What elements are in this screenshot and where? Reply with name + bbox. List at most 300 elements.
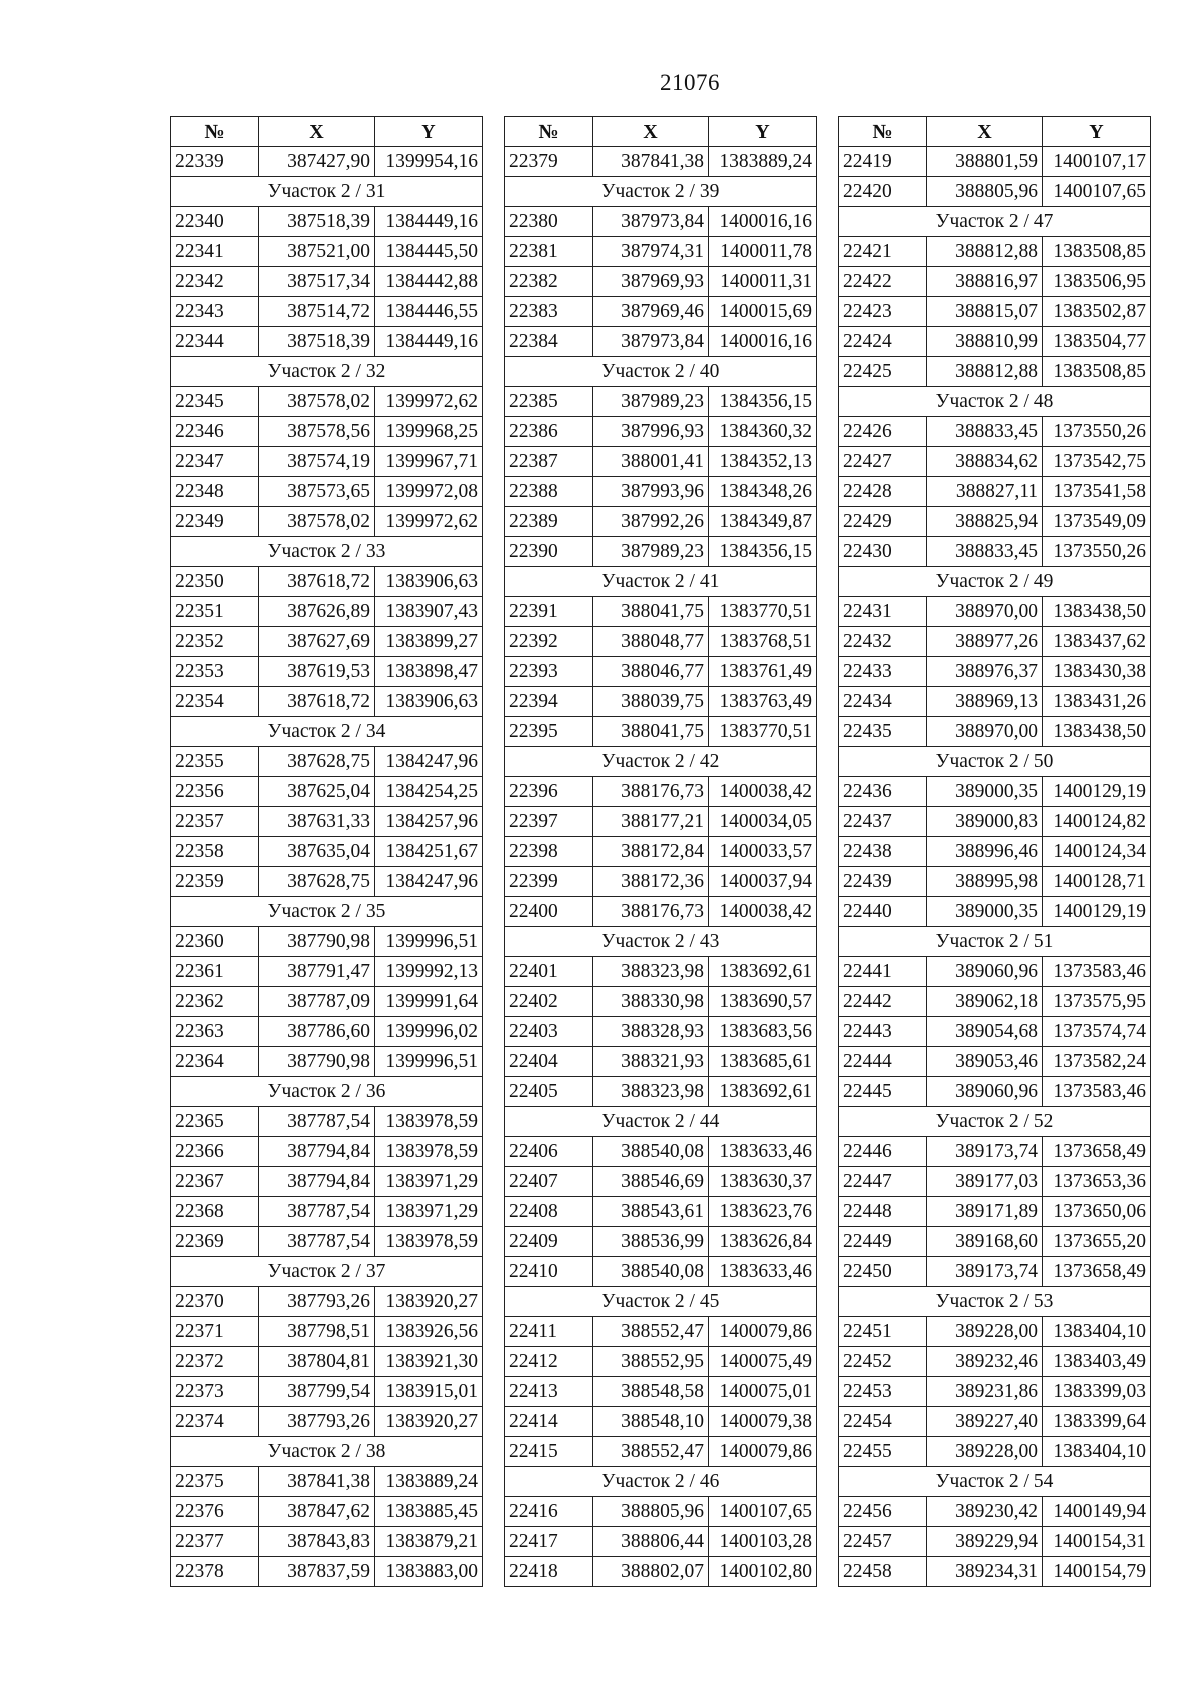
- x-coordinate: 387625,04: [259, 777, 375, 807]
- x-coordinate: 387793,26: [259, 1407, 375, 1437]
- table-row: [171, 147, 483, 177]
- point-number: 22424: [839, 327, 927, 357]
- y-coordinate: 1383883,00: [375, 1557, 483, 1587]
- section-title: Участок 2 / 42: [505, 747, 817, 777]
- y-coordinate: 1384247,96: [375, 747, 483, 777]
- coordinates-table: [838, 116, 1151, 1587]
- table-row: [505, 207, 817, 237]
- y-coordinate: 1383921,30: [375, 1347, 483, 1377]
- y-coordinate: 1383683,56: [709, 1017, 817, 1047]
- point-number: 22458: [839, 1557, 927, 1587]
- y-coordinate: 1384445,50: [375, 237, 483, 267]
- x-coordinate: 389054,68: [927, 1017, 1043, 1047]
- x-coordinate: 388176,73: [593, 777, 709, 807]
- point-number: 22371: [171, 1317, 259, 1347]
- y-header: Y: [709, 117, 817, 147]
- y-coordinate: 1383879,21: [375, 1527, 483, 1557]
- x-coordinate: 387578,02: [259, 387, 375, 417]
- point-number: 22412: [505, 1347, 593, 1377]
- table-row: [505, 1017, 817, 1047]
- table-row: [839, 1497, 1151, 1527]
- table-row: [505, 417, 817, 447]
- x-coordinate: 388540,08: [593, 1257, 709, 1287]
- y-coordinate: 1384442,88: [375, 267, 483, 297]
- y-coordinate: 1383504,77: [1043, 327, 1151, 357]
- table-row: [505, 657, 817, 687]
- table-row: [505, 1557, 817, 1587]
- table-row: [839, 1167, 1151, 1197]
- x-coordinate: 388977,26: [927, 627, 1043, 657]
- y-coordinate: 1383768,51: [709, 627, 817, 657]
- x-coordinate: 388048,77: [593, 627, 709, 657]
- x-coordinate: 388969,13: [927, 687, 1043, 717]
- y-coordinate: 1383403,49: [1043, 1347, 1151, 1377]
- y-coordinate: 1383907,43: [375, 597, 483, 627]
- table-row: [171, 387, 483, 417]
- table-row: [839, 507, 1151, 537]
- table-row: [171, 597, 483, 627]
- point-number: 22399: [505, 867, 593, 897]
- point-number: 22365: [171, 1107, 259, 1137]
- x-coordinate: 388041,75: [593, 597, 709, 627]
- table-row: [171, 1197, 483, 1227]
- point-number: 22341: [171, 237, 259, 267]
- table-row: [505, 1527, 817, 1557]
- table-row: [839, 627, 1151, 657]
- x-coordinate: 387628,75: [259, 867, 375, 897]
- x-coordinate: 389229,94: [927, 1527, 1043, 1557]
- x-coordinate: 387578,02: [259, 507, 375, 537]
- y-coordinate: 1373582,24: [1043, 1047, 1151, 1077]
- x-coordinate: 388805,96: [927, 177, 1043, 207]
- point-number: 22407: [505, 1167, 593, 1197]
- table-row: [839, 1407, 1151, 1437]
- y-coordinate: 1399972,62: [375, 507, 483, 537]
- point-number: 22402: [505, 987, 593, 1017]
- section-row: [505, 1287, 817, 1317]
- y-coordinate: 1373583,46: [1043, 957, 1151, 987]
- x-coordinate: 389168,60: [927, 1227, 1043, 1257]
- table-row: [171, 1467, 483, 1497]
- x-coordinate: 387619,53: [259, 657, 375, 687]
- x-coordinate: 388801,59: [927, 147, 1043, 177]
- point-number: 22425: [839, 357, 927, 387]
- table-row: [505, 297, 817, 327]
- table-row: [505, 147, 817, 177]
- y-coordinate: 1383926,56: [375, 1317, 483, 1347]
- x-coordinate: 387618,72: [259, 567, 375, 597]
- section-row: [505, 567, 817, 597]
- y-coordinate: 1373574,74: [1043, 1017, 1151, 1047]
- point-number: 22346: [171, 417, 259, 447]
- point-number: 22419: [839, 147, 927, 177]
- y-coordinate: 1373575,95: [1043, 987, 1151, 1017]
- point-number: 22394: [505, 687, 593, 717]
- x-coordinate: 388996,46: [927, 837, 1043, 867]
- point-number: 22357: [171, 807, 259, 837]
- page-number: 21076: [660, 70, 720, 95]
- point-number: 22384: [505, 327, 593, 357]
- y-coordinate: 1384254,25: [375, 777, 483, 807]
- section-row: [171, 537, 483, 567]
- x-coordinate: 388802,07: [593, 1557, 709, 1587]
- point-number: 22443: [839, 1017, 927, 1047]
- y-coordinate: 1400011,31: [709, 267, 817, 297]
- point-number: 22340: [171, 207, 259, 237]
- table-row: [839, 1377, 1151, 1407]
- table-row: [505, 327, 817, 357]
- number-header: №: [171, 117, 259, 147]
- table-row: [505, 987, 817, 1017]
- y-coordinate: 1383623,76: [709, 1197, 817, 1227]
- table-row: [505, 777, 817, 807]
- y-coordinate: 1383889,24: [709, 147, 817, 177]
- table-row: [505, 1257, 817, 1287]
- x-header: X: [593, 117, 709, 147]
- table-row: [505, 1047, 817, 1077]
- table-row: [171, 1377, 483, 1407]
- y-coordinate: 1400102,80: [709, 1557, 817, 1587]
- table-row: [839, 597, 1151, 627]
- y-coordinate: 1383690,57: [709, 987, 817, 1017]
- point-number: 22343: [171, 297, 259, 327]
- section-title: Участок 2 / 48: [839, 387, 1151, 417]
- x-coordinate: 388805,96: [593, 1497, 709, 1527]
- x-coordinate: 387521,00: [259, 237, 375, 267]
- x-coordinate: 389000,35: [927, 777, 1043, 807]
- table-row: [171, 1227, 483, 1257]
- section-title: Участок 2 / 41: [505, 567, 817, 597]
- point-number: 22438: [839, 837, 927, 867]
- table-row: [171, 447, 483, 477]
- point-number: 22423: [839, 297, 927, 327]
- table-row: [505, 477, 817, 507]
- point-number: 22442: [839, 987, 927, 1017]
- x-coordinate: 388540,08: [593, 1137, 709, 1167]
- y-coordinate: 1399992,13: [375, 957, 483, 987]
- number-header: №: [505, 117, 593, 147]
- x-coordinate: 387631,33: [259, 807, 375, 837]
- table-row: [171, 417, 483, 447]
- x-coordinate: 388177,21: [593, 807, 709, 837]
- table-row: [171, 927, 483, 957]
- x-coordinate: 388815,07: [927, 297, 1043, 327]
- y-coordinate: 1400037,94: [709, 867, 817, 897]
- table-row: [171, 507, 483, 537]
- point-number: 22453: [839, 1377, 927, 1407]
- x-coordinate: 388970,00: [927, 597, 1043, 627]
- section-title: Участок 2 / 35: [171, 897, 483, 927]
- y-coordinate: 1373549,09: [1043, 507, 1151, 537]
- x-coordinate: 388001,41: [593, 447, 709, 477]
- y-coordinate: 1383761,49: [709, 657, 817, 687]
- section-title: Участок 2 / 54: [839, 1467, 1151, 1497]
- table-row: [171, 327, 483, 357]
- point-number: 22441: [839, 957, 927, 987]
- y-coordinate: 1400079,38: [709, 1407, 817, 1437]
- point-number: 22367: [171, 1167, 259, 1197]
- y-coordinate: 1399972,08: [375, 477, 483, 507]
- x-coordinate: 387798,51: [259, 1317, 375, 1347]
- table-row: [171, 657, 483, 687]
- coordinates-table-column-3: [838, 116, 1151, 1587]
- table-row: [839, 357, 1151, 387]
- x-coordinate: 389053,46: [927, 1047, 1043, 1077]
- x-coordinate: 388970,00: [927, 717, 1043, 747]
- x-coordinate: 387787,54: [259, 1227, 375, 1257]
- table-row: [505, 1377, 817, 1407]
- point-number: 22347: [171, 447, 259, 477]
- point-number: 22348: [171, 477, 259, 507]
- table-row: [839, 897, 1151, 927]
- x-coordinate: 387841,38: [593, 147, 709, 177]
- y-coordinate: 1400107,65: [709, 1497, 817, 1527]
- coordinates-table: [170, 116, 483, 1587]
- y-coordinate: 1383770,51: [709, 597, 817, 627]
- table-row: [839, 1437, 1151, 1467]
- point-number: 22373: [171, 1377, 259, 1407]
- section-row: [839, 927, 1151, 957]
- point-number: 22351: [171, 597, 259, 627]
- y-coordinate: 1383685,61: [709, 1047, 817, 1077]
- point-number: 22432: [839, 627, 927, 657]
- section-row: [839, 1467, 1151, 1497]
- point-number: 22354: [171, 687, 259, 717]
- x-coordinate: 388806,44: [593, 1527, 709, 1557]
- y-coordinate: 1383906,63: [375, 687, 483, 717]
- table-row: [171, 1527, 483, 1557]
- y-coordinate: 1383978,59: [375, 1137, 483, 1167]
- point-number: 22408: [505, 1197, 593, 1227]
- x-coordinate: 387787,54: [259, 1197, 375, 1227]
- section-row: [171, 1437, 483, 1467]
- table-row: [505, 1497, 817, 1527]
- table-row: [171, 1347, 483, 1377]
- x-coordinate: 389060,96: [927, 957, 1043, 987]
- x-coordinate: 388976,37: [927, 657, 1043, 687]
- point-number: 22383: [505, 297, 593, 327]
- section-title: Участок 2 / 51: [839, 927, 1151, 957]
- point-number: 22417: [505, 1527, 593, 1557]
- x-coordinate: 388323,98: [593, 1077, 709, 1107]
- x-coordinate: 387974,31: [593, 237, 709, 267]
- point-number: 22427: [839, 447, 927, 477]
- x-coordinate: 389232,46: [927, 1347, 1043, 1377]
- table-row: [839, 417, 1151, 447]
- table-row: [839, 147, 1151, 177]
- point-number: 22352: [171, 627, 259, 657]
- table-row: [171, 1017, 483, 1047]
- table-row: [171, 1407, 483, 1437]
- point-number: 22406: [505, 1137, 593, 1167]
- y-coordinate: 1400107,17: [1043, 147, 1151, 177]
- x-coordinate: 387618,72: [259, 687, 375, 717]
- table-row: [839, 1197, 1151, 1227]
- table-row: [171, 1137, 483, 1167]
- section-title: Участок 2 / 32: [171, 357, 483, 387]
- point-number: 22366: [171, 1137, 259, 1167]
- point-number: 22380: [505, 207, 593, 237]
- y-coordinate: 1400033,57: [709, 837, 817, 867]
- x-coordinate: 389173,74: [927, 1137, 1043, 1167]
- table-row: [171, 957, 483, 987]
- point-number: 22370: [171, 1287, 259, 1317]
- section-row: [839, 1107, 1151, 1137]
- y-coordinate: 1383906,63: [375, 567, 483, 597]
- point-number: 22454: [839, 1407, 927, 1437]
- table-row: [505, 1407, 817, 1437]
- y-coordinate: 1383508,85: [1043, 357, 1151, 387]
- table-row: [839, 297, 1151, 327]
- point-number: 22393: [505, 657, 593, 687]
- point-number: 22422: [839, 267, 927, 297]
- y-coordinate: 1399954,16: [375, 147, 483, 177]
- table-row: [839, 987, 1151, 1017]
- y-coordinate: 1383889,24: [375, 1467, 483, 1497]
- table-row: [171, 627, 483, 657]
- y-coordinate: 1373583,46: [1043, 1077, 1151, 1107]
- point-number: 22431: [839, 597, 927, 627]
- table-row: [505, 387, 817, 417]
- point-number: 22391: [505, 597, 593, 627]
- table-row: [505, 1437, 817, 1467]
- y-coordinate: 1384449,16: [375, 207, 483, 237]
- point-number: 22400: [505, 897, 593, 927]
- y-coordinate: 1383437,62: [1043, 627, 1151, 657]
- y-coordinate: 1400015,69: [709, 297, 817, 327]
- section-title: Участок 2 / 50: [839, 747, 1151, 777]
- point-number: 22395: [505, 717, 593, 747]
- x-coordinate: 387786,60: [259, 1017, 375, 1047]
- point-number: 22420: [839, 177, 927, 207]
- point-number: 22426: [839, 417, 927, 447]
- x-coordinate: 389228,00: [927, 1317, 1043, 1347]
- table-row: [839, 1047, 1151, 1077]
- x-coordinate: 387427,90: [259, 147, 375, 177]
- point-number: 22377: [171, 1527, 259, 1557]
- table-row: [171, 567, 483, 597]
- section-row: [839, 207, 1151, 237]
- x-coordinate: 389171,89: [927, 1197, 1043, 1227]
- y-coordinate: 1400129,19: [1043, 777, 1151, 807]
- x-coordinate: 387989,23: [593, 387, 709, 417]
- point-number: 22345: [171, 387, 259, 417]
- section-row: [171, 897, 483, 927]
- x-coordinate: 387635,04: [259, 837, 375, 867]
- point-number: 22430: [839, 537, 927, 567]
- coordinates-table-column-1: [170, 116, 483, 1587]
- y-coordinate: 1383915,01: [375, 1377, 483, 1407]
- table-row: [839, 1527, 1151, 1557]
- section-title: Участок 2 / 47: [839, 207, 1151, 237]
- x-coordinate: 388552,47: [593, 1317, 709, 1347]
- table-row: [839, 267, 1151, 297]
- x-coordinate: 388548,58: [593, 1377, 709, 1407]
- x-coordinate: 387799,54: [259, 1377, 375, 1407]
- x-coordinate: 388812,88: [927, 237, 1043, 267]
- table-row: [171, 1167, 483, 1197]
- y-coordinate: 1384349,87: [709, 507, 817, 537]
- coordinates-table-column-2: [504, 116, 817, 1587]
- section-row: [839, 387, 1151, 417]
- y-coordinate: 1400016,16: [709, 327, 817, 357]
- point-number: 22445: [839, 1077, 927, 1107]
- table-row: [171, 207, 483, 237]
- point-number: 22396: [505, 777, 593, 807]
- point-number: 22410: [505, 1257, 593, 1287]
- y-coordinate: 1399996,51: [375, 927, 483, 957]
- point-number: 22349: [171, 507, 259, 537]
- y-coordinate: 1383626,84: [709, 1227, 817, 1257]
- y-coordinate: 1400038,42: [709, 897, 817, 927]
- y-coordinate: 1383630,37: [709, 1167, 817, 1197]
- y-coordinate: 1383971,29: [375, 1197, 483, 1227]
- x-coordinate: 388041,75: [593, 717, 709, 747]
- y-coordinate: 1400079,86: [709, 1317, 817, 1347]
- y-coordinate: 1400103,28: [709, 1527, 817, 1557]
- y-coordinate: 1384348,26: [709, 477, 817, 507]
- table-row: [171, 477, 483, 507]
- y-coordinate: 1383885,45: [375, 1497, 483, 1527]
- point-number: 22350: [171, 567, 259, 597]
- x-coordinate: 389000,35: [927, 897, 1043, 927]
- table-row: [839, 537, 1151, 567]
- point-number: 22429: [839, 507, 927, 537]
- table-row: [171, 1317, 483, 1347]
- y-coordinate: 1383978,59: [375, 1107, 483, 1137]
- section-title: Участок 2 / 43: [505, 927, 817, 957]
- table-row: [505, 837, 817, 867]
- x-coordinate: 387973,84: [593, 327, 709, 357]
- section-row: [505, 1107, 817, 1137]
- x-coordinate: 387517,34: [259, 267, 375, 297]
- x-coordinate: 387514,72: [259, 297, 375, 327]
- point-number: 22405: [505, 1077, 593, 1107]
- y-coordinate: 1400075,49: [709, 1347, 817, 1377]
- x-coordinate: 387628,75: [259, 747, 375, 777]
- x-coordinate: 389177,03: [927, 1167, 1043, 1197]
- x-coordinate: 388330,98: [593, 987, 709, 1017]
- table-row: [171, 1497, 483, 1527]
- point-number: 22364: [171, 1047, 259, 1077]
- x-coordinate: 387841,38: [259, 1467, 375, 1497]
- point-number: 22401: [505, 957, 593, 987]
- x-coordinate: 387847,62: [259, 1497, 375, 1527]
- point-number: 22375: [171, 1467, 259, 1497]
- point-number: 22355: [171, 747, 259, 777]
- y-coordinate: 1383502,87: [1043, 297, 1151, 327]
- point-number: 22437: [839, 807, 927, 837]
- y-coordinate: 1373658,49: [1043, 1257, 1151, 1287]
- point-number: 22444: [839, 1047, 927, 1077]
- x-coordinate: 387843,83: [259, 1527, 375, 1557]
- table-row: [839, 1077, 1151, 1107]
- section-title: Участок 2 / 36: [171, 1077, 483, 1107]
- y-coordinate: 1384446,55: [375, 297, 483, 327]
- section-row: [505, 177, 817, 207]
- table-row: [505, 687, 817, 717]
- y-coordinate: 1373655,20: [1043, 1227, 1151, 1257]
- section-title: Участок 2 / 44: [505, 1107, 817, 1137]
- table-row: [839, 777, 1151, 807]
- table-row: [839, 1137, 1151, 1167]
- x-coordinate: 388548,10: [593, 1407, 709, 1437]
- y-header: Y: [1043, 117, 1151, 147]
- table-row: [505, 537, 817, 567]
- point-number: 22356: [171, 777, 259, 807]
- table-row: [505, 447, 817, 477]
- point-number: 22414: [505, 1407, 593, 1437]
